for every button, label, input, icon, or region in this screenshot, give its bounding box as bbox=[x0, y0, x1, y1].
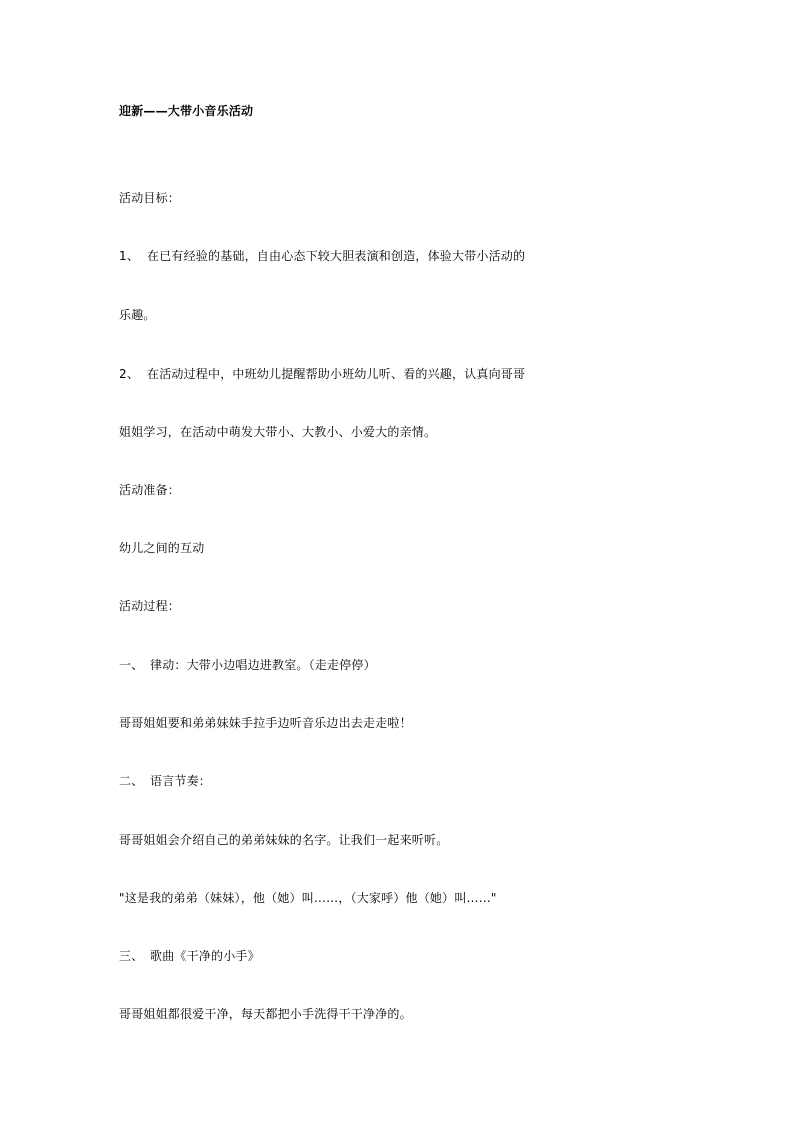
step-1-detail: 哥哥姐姐要和弟弟妹妹手拉手边听音乐边出去走走啦！ bbox=[119, 716, 412, 730]
goal-item-1-number: 1、 bbox=[119, 249, 140, 263]
step-1-number: 一、 bbox=[119, 658, 144, 672]
goal-item-2-number: 2、 bbox=[119, 367, 140, 381]
step-3-number: 三、 bbox=[119, 949, 144, 963]
step-2 bbox=[119, 773, 211, 789]
document-title: 迎新——大带小音乐活动 bbox=[119, 104, 254, 118]
step-2-number: 二、 bbox=[119, 774, 144, 788]
step-3-detail: 哥哥姐姐都很爱干净，每天都把小手洗得干干净净的。 bbox=[119, 1007, 412, 1021]
prep-text: 幼儿之间的互动 bbox=[119, 541, 205, 555]
step-3 bbox=[119, 948, 260, 964]
step-1-text: 律动：大带小边唱边进教室。（走走停停） bbox=[150, 658, 376, 672]
goal-heading: 活动目标： bbox=[119, 191, 181, 205]
step-1 bbox=[119, 657, 376, 673]
step-2-quote: "这是我的弟弟（妹妹），他（她）叫……，（大家呼）他（她）叫……" bbox=[119, 891, 497, 905]
goal-item-2 bbox=[119, 366, 525, 382]
prep-heading: 活动准备： bbox=[119, 483, 181, 497]
goal-item-1-continuation: 乐趣。 bbox=[119, 308, 156, 322]
goal-item-2-text: 在活动过程中，中班幼儿提醒帮助小班幼儿听、看的兴趣，认真向哥哥 bbox=[147, 367, 526, 381]
goal-item-1-text: 在已有经验的基础，自由心态下较大胆表演和创造，体验大带小活动的 bbox=[147, 249, 526, 263]
step-2-detail: 哥哥姐姐会介绍自己的弟弟妹妹的名字。让我们一起来听听。 bbox=[119, 833, 449, 847]
goal-item-2-continuation: 姐姐学习，在活动中萌发大带小、大教小、小爱大的亲情。 bbox=[119, 425, 437, 439]
step-3-text: 歌曲《干净的小手》 bbox=[150, 949, 260, 963]
goal-item-1 bbox=[119, 248, 525, 264]
step-2-text: 语言节奏： bbox=[150, 774, 212, 788]
process-heading: 活动过程： bbox=[119, 599, 181, 613]
